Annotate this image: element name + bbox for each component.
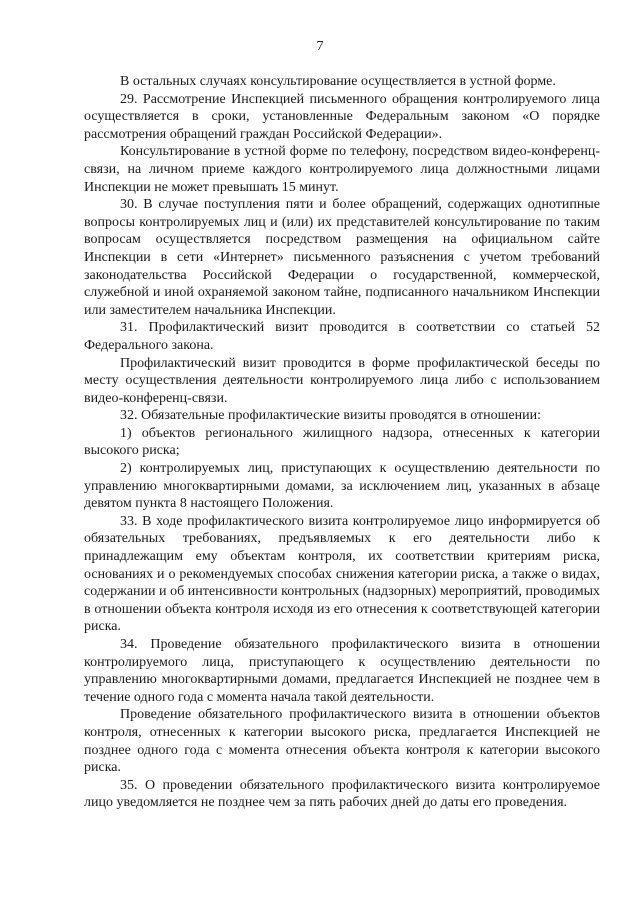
paragraph-32-item-2: 2) контролируемых лиц, приступающих к осуществлению деятельности по управлению многоквартирными домами, за исключением лиц, указанных в абзаце девятом пункта 8 настоящего Положения. [84,461,600,512]
page-number: 7 [316,39,324,54]
paragraph-oral-consultation-limit: Консультирование в устной форме по телефону, посредством видео-конференц-связи, на личном приеме каждого контролируемого лица должностными лицами Инспекции не может превышать 15 минут. [84,144,600,195]
paragraph-visit-form: Профилактический визит проводится в форме профилактической беседы по месту осуществления деятельности контролируемого лица либо с использованием видео-конференц-связи. [84,355,600,406]
paragraph-high-risk-visit: Проведение обязательного профилактического визита в отношении объектов контроля, отнесенных к категории высокого риска, предлагается Инспекцией не позднее одного года с момента отнесения объекта контроля к категории высокого риска. [84,707,600,776]
paragraph-29: 29. Рассмотрение Инспекцией письменного обращения контролируемого лица осуществляется в сроки, установленные Федеральным законом «О порядке рассмотрения обращений граждан Российской Федерации». [84,91,600,142]
paragraph-35: 35. О проведении обязательного профилактического визита контролируемое лицо уведомляется не позднее чем за пять рабочих дней до даты его проведения. [84,777,600,811]
paragraph-33: 33. В ходе профилактического визита контролируемое лицо информируется об обязательных требованиях, предъявляемых к его деятельности либо к принадлежащим ему объектам контроля, их соответствии критериям риска, основаниях и о рекомендуемых способах снижения категории риска, а также о видах, содержании и об интенсивности контрольных (надзорных) мероприятий, проводимых в отношении объекта контроля исходя из его отнесения к соответствующей категории риска. [84,513,600,635]
document-body [84,73,600,812]
paragraph-31: 31. Профилактический визит проводится в соответствии со статьей 52 Федерального закона. [84,320,600,353]
paragraph-32-item-1: 1) объектов регионального жилищного надзора, отнесенных к категории высокого риска; [84,425,600,459]
paragraph-consultation-oral: В остальных случаях консультирование осуществляется в устной форме. [120,74,556,89]
paragraph-32: 32. Обязательные профилактические визиты проводятся в отношении: [120,408,541,424]
paragraph-30: 30. В случае поступления пяти и более обращений, содержащих однотипные вопросы контролируемых лиц и (или) их представителей консультирование по таким вопросам осуществляется посредством размещения на официальном сайте Инспекции в сети «Интернет» письменного разъяснения с учетом требований законодательства Российской Федерации о государственной, коммерческой, служебной и иной охраняемой законом тайне, подписанного начальником Инспекции или заместителем начальника Инспекции. [84,197,600,318]
paragraph-34: 34. Проведение обязательного профилактического визита в отношении контролируемого лица, приступающего к осуществлению деятельности по управлению многоквартирными домами, предлагается Инспекцией не позднее чем в течение одного года с момента начала такой деятельности. [84,637,600,705]
